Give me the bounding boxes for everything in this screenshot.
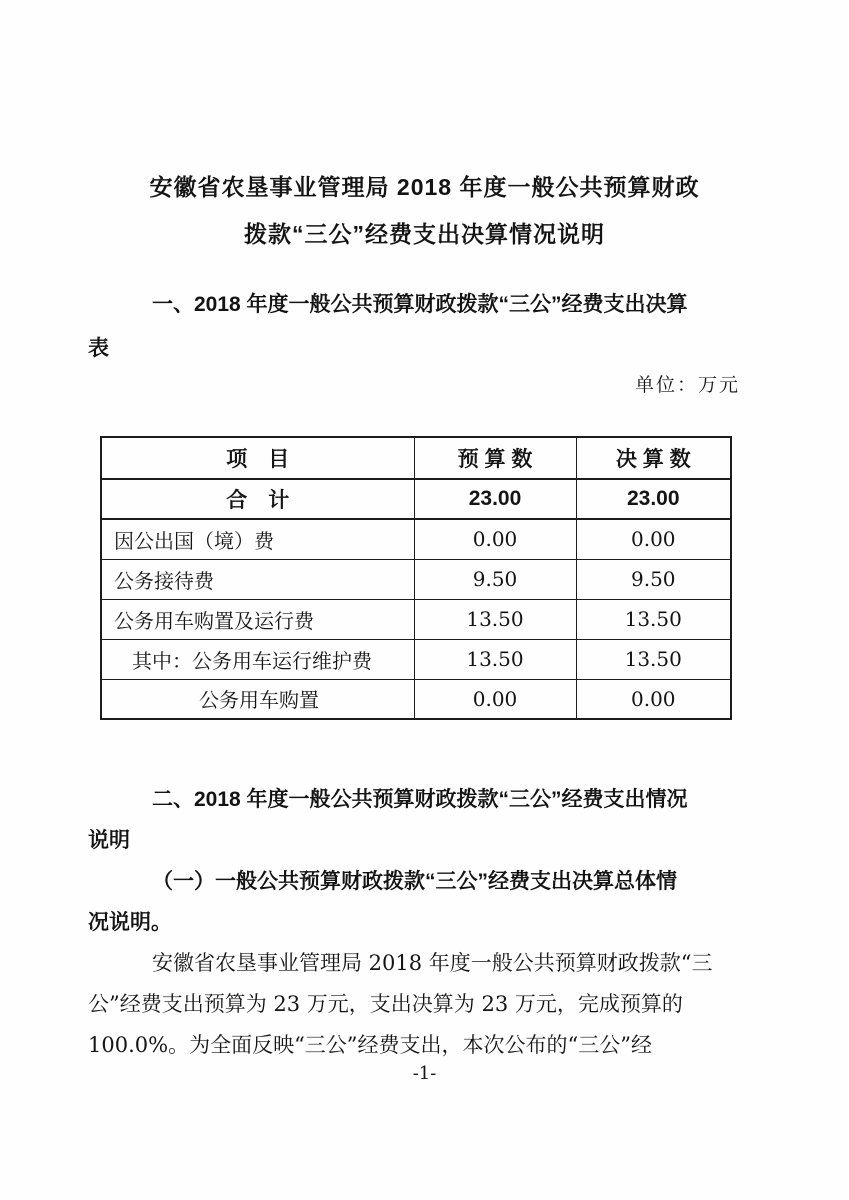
table-row [101, 599, 731, 639]
item-cell: 公务用车购置 [101, 679, 414, 719]
expenditure-table [100, 436, 732, 720]
text-line: 况说明。 [88, 911, 172, 934]
budget-cell: 0.00 [414, 519, 576, 559]
column-header-item: 项 目 [101, 437, 414, 479]
table-row [101, 639, 731, 679]
item-cell: 公务用车购置及运行费 [101, 599, 414, 639]
text-line: 100.0%。为全面反映“三公”经费支出，本次公布的“三公”经 [88, 1033, 653, 1057]
budget-cell: 13.50 [414, 639, 576, 679]
budget-cell: 23.00 [414, 479, 576, 519]
budget-cell: 13.50 [414, 599, 576, 639]
final-cell: 13.50 [576, 639, 731, 679]
final-cell: 9.50 [576, 559, 731, 599]
budget-cell: 9.50 [414, 559, 576, 599]
budget-cell: 0.00 [414, 679, 576, 719]
item-cell: 合 计 [101, 479, 414, 519]
page-number: -1- [412, 1063, 437, 1084]
table-row [101, 679, 731, 719]
final-cell: 0.00 [576, 519, 731, 559]
unit-label: 单位：万元 [634, 374, 740, 396]
final-cell: 0.00 [576, 679, 731, 719]
final-cell: 13.50 [576, 599, 731, 639]
text-line: 公”经费支出预算为 23 万元，支出决算为 23 万元，完成预算的 [88, 992, 683, 1016]
text-line: 拨款“三公”经费支出决算情况说明 [244, 221, 605, 248]
section1-heading [88, 283, 766, 371]
body-paragraph [88, 943, 766, 1066]
column-header-budget: 预 算 数 [414, 437, 576, 479]
table-row [101, 559, 731, 599]
table-row [101, 479, 731, 519]
text-line: （一）一般公共预算财政拨款“三公”经费支出决算总体情 [152, 870, 677, 893]
text-line: 安徽省农垦事业管理局 2018 年度一般公共预算财政 [149, 174, 700, 201]
table-row [101, 519, 731, 559]
text-flow [88, 779, 766, 1066]
text-line: 二、2018 年度一般公共预算财政拨款“三公”经费支出情况 [152, 788, 688, 811]
text-line: 一、2018 年度一般公共预算财政拨款“三公”经费支出决算 [152, 293, 688, 316]
item-cell: 因公出国（境）费 [101, 519, 414, 559]
subsection1-heading [88, 861, 766, 943]
section2-heading [88, 779, 766, 861]
table-body [101, 479, 731, 719]
table-header-row [101, 437, 731, 479]
text-line: 表 [88, 337, 109, 360]
item-cell: 其中：公务用车运行维护费 [101, 639, 414, 679]
item-cell: 公务接待费 [101, 559, 414, 599]
column-header-final: 决 算 数 [576, 437, 731, 479]
text-line: 说明 [88, 829, 130, 852]
document-title [0, 164, 849, 258]
table-header [101, 437, 731, 479]
final-cell: 23.00 [576, 479, 731, 519]
text-line: 安徽省农垦事业管理局 2018 年度一般公共预算财政拨款“三 [152, 951, 713, 975]
